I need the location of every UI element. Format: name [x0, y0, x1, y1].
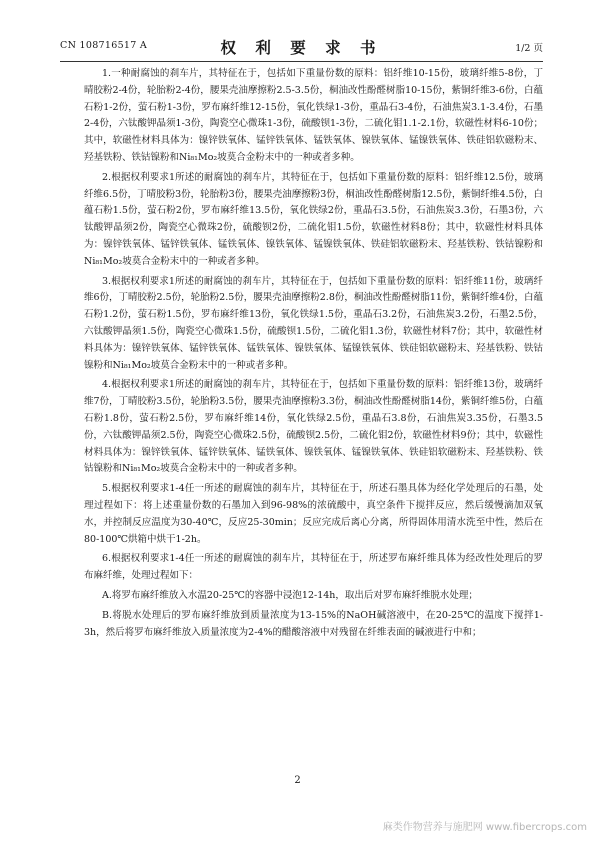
header-divider — [60, 61, 543, 62]
claims-body — [84, 66, 543, 644]
document-title: 权 利 要 求 书 — [220, 38, 383, 57]
site-watermark: 麻类作物营养与施肥网 www.fibercrops.com — [382, 822, 587, 833]
claim-6-step-a: A.将罗布麻纤维放入水温20-25℃的容器中浸泡12-14h，取出后对罗布麻纤维脱水处理； — [102, 589, 478, 601]
claim-4: 4.根据权利要求1所述的耐腐蚀的刹车片，其特征在于，包括如下重量份数的原料：铝纤维13份，玻璃纤维7份，丁晴胶粉3.5份，轮胎粉3.5份，腰果壳油摩擦粉3.3份，桐油改性酚醛树脂14份，紫铜纤维5份，白蕴石粉1.8份，萤石粉2.5份，罗布麻纤维14份，氧化铁绿2.5份，重晶石3.8份，石油焦炭3.35份，石墨3.5份，六钛酸钾晶须2.5份，陶瓷空心微珠2.5份，硫酸钡2.5份，二硫化钼2份，软磁性材料9份；其中，软磁性材料具体为：镍锌铁氧体、锰锌铁氧体、锰铁氧体、镍铁氧体、锰镍铁氧体、铁硅铝软磁粉末、羟基铁粉、铁钴镍粉和Ni₈₁Mo₂坡莫合金粉末中的一种或者多种。 — [84, 379, 544, 475]
claim-3: 3.根据权利要求1所述的耐腐蚀的刹车片，其特征在于，包括如下重量份数的原料：铝纤维11份，玻璃纤维6份，丁晴胶粉2.5份，轮胎粉2.5份，腰果壳油摩擦粉2.8份，桐油改性酚醛树脂11份，紫铜纤维4份，白蕴石粉1.2份，萤石粉1.5份，罗布麻纤维13份，氧化铁绿1.5份，重晶石3.2份，石油焦炭3.2份，石墨2.5份，六钛酸钾晶须1.5份，陶瓷空心微珠1.5份，硫酸钡1.5份，二硫化钼1.3份，软磁性材料7份；其中，软磁性材料具体为：镍锌铁氧体、锰锌铁氧体、锰铁氧体、镍铁氧体、锰镍铁氧体、铁硅铝软磁粉末、羟基铁粉、铁钴镍粉和Ni₈₁Mo₂坡莫合金粉末中的一种或者多种。 — [84, 275, 544, 371]
page-indicator: 1/2 页 — [515, 43, 543, 54]
page-header — [60, 36, 543, 60]
page-number: 2 — [294, 775, 301, 786]
claim-6: 6.根据权利要求1-4任一所述的耐腐蚀的刹车片，其特征在于，所述罗布麻纤维具体为经改性处理后的罗布麻纤维，处理过程如下： — [84, 553, 543, 582]
patent-number: CN 108716517 A — [60, 40, 148, 51]
claim-6-step-b: B.将脱水处理后的罗布麻纤维放到质量浓度为13-15%的NaOH碱溶液中，在20-25℃的温度下搅拌1-3h，然后将罗布麻纤维放入质量浓度为2-4%的醋酸溶液中对残留在纤维表面的碱液进行中和； — [84, 609, 543, 638]
claim-2: 2.根据权利要求1所述的耐腐蚀的刹车片，其特征在于，包括如下重量份数的原料：铝纤维12.5份，玻璃纤维6.5份，丁晴胶粉3份，轮胎粉3份，腰果壳油摩擦粉3份，桐油改性酚醛树脂12.5份，紫铜纤维4.5份，白蕴石粉1.5份，萤石粉2份，罗布麻纤维13.5份，氧化铁绿2份，重晶石3.5份，石油焦炭3.3份，石墨3份，六钛酸钾晶须2份，陶瓷空心微珠2份，硫酸钡2份，二硫化钼1.5份，软磁性材料8份；其中，软磁性材料具体为：镍锌铁氧体、锰锌铁氧体、锰铁氧体、镍铁氧体、锰镍铁氧体、铁硅铝软磁粉末、羟基铁粉、铁钴镍粉和Ni₈₁Mo₂坡莫合金粉末中的一种或者多种。 — [84, 171, 544, 267]
claim-1: 1.一种耐腐蚀的刹车片，其特征在于，包括如下重量份数的原料：铝纤维10-15份，玻璃纤维5-8份，丁晴胶粉2-4份，轮胎粉2-4份，腰果壳油摩擦粉2.5-3.5份，桐油改性酚醛树脂10-15份，紫铜纤维3-6份，白蕴石粉1-2份，萤石粉1-3份，罗布麻纤维12-15份，氧化铁绿1-3份，重晶石3-4份，石油焦炭3.1-3.4份，石墨2-4份，六钛酸钾晶须1-3份，陶瓷空心微珠1-3份，硫酸钡1-3份，二硫化钼1.1-2.1份，软磁性材料6-10份；其中，软磁性材料具体为：镍锌铁氧体、锰锌铁氧体、锰铁氧体、镍铁氧体、锰镍铁氧体、铁硅铝软磁粉末、羟基铁粉、铁钴镍粉和Ni₈₁Mo₂坡莫合金粉末中的一种或者多种。 — [84, 68, 543, 163]
claim-5: 5.根据权利要求1-4任一所述的耐腐蚀的刹车片，其特征在于，所述石墨具体为经化学处理后的石墨，处理过程如下：将上述重量份数的石墨加入到96-98%的浓硫酸中，真空条件下搅拌反应，然后缓慢滴加双氧水，并控制反应温度为30-40℃，反应25-30min；反应完成后离心分离，所得固体用清水洗至中性，然后在80-100℃烘箱中烘干1-2h。 — [84, 483, 543, 545]
